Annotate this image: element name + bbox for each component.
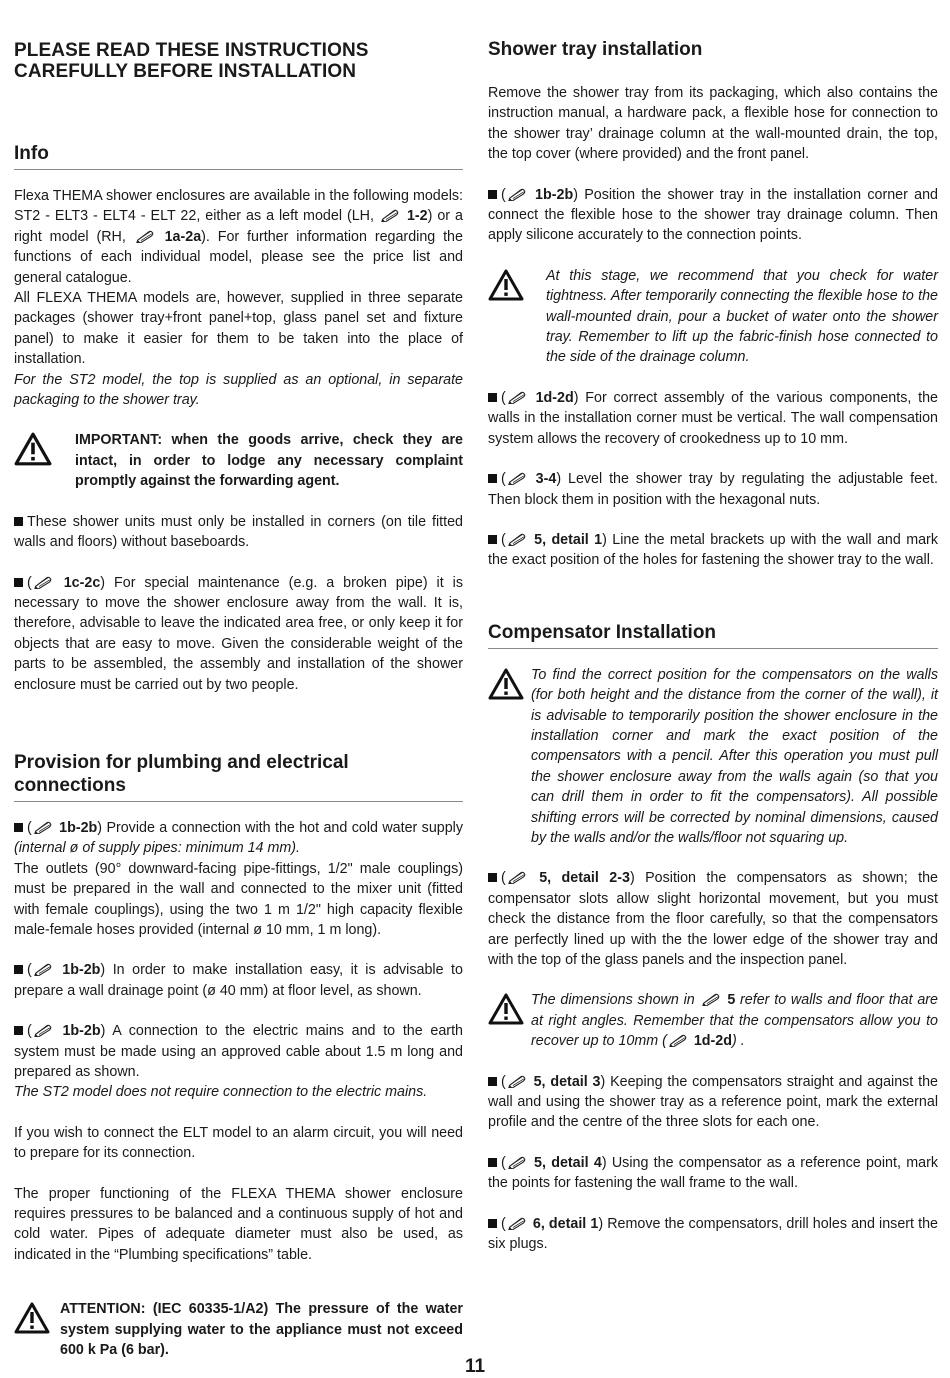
warning-triangle-icon	[488, 667, 524, 701]
water-tightness-warning: At this stage, we recommend that you check for water tightness. After temporarily connecting the flexible hose to the wall-mounted drain, pour a bucket of water onto the shower tray. Remember to lift up the fabric-finish hose connected to the side of the drainage column.	[488, 266, 938, 368]
list-item: ( 5, detail 3) Keeping the compensators straight and against the wall and using the shower tray as a reference point, mark the external profile and the centre of the three slots for each one.	[488, 1073, 938, 1131]
list-item: ( 1c-2c) For special maintenance (e.g. a broken pipe) it is necessary to move the shower enclosure away from the wall. It is, therefore, advisable to leave the indicated area free, or only keep it for objects that are easy to move. Given the considerable weight of the parts to be assembled, the assembly and installation of the shower enclosure must be carried out by two people.	[14, 574, 463, 693]
pencil-icon	[507, 188, 527, 201]
page-number: 11	[464, 1356, 486, 1377]
attention-warning: ATTENTION: (IEC 60335-1/A2) The pressure of the water system supplying water to the appliance must not exceed 600 k Pa (6 bar).	[14, 1299, 463, 1360]
bullet-square-icon	[14, 1026, 23, 1035]
pencil-icon	[33, 821, 53, 834]
page-title: PLEASE READ THESE INSTRUCTIONS CAREFULLY BEFORE INSTALLATION	[14, 40, 369, 82]
left-column	[14, 36, 463, 1360]
dimensions-warning: The dimensions shown in 5 refer to walls and floor that are at right angles. Remember that the compensators allow you to recover up to 10mm ( 1d-2d) .	[488, 990, 938, 1051]
warning-triangle-icon	[14, 432, 52, 466]
list-item: ( 1b-2b) Provide a connection with the hot and cold water supply (internal ø of supply pipes: minimum 14 mm).	[14, 819, 463, 857]
tray-heading: Shower tray installation	[488, 39, 703, 60]
list-item: ( 1b-2b) Position the shower tray in the installation corner and connect the flexible hose to the shower tray drainage column. Then apply silicone accurately to the connection points.	[488, 186, 938, 244]
pencil-icon	[507, 871, 527, 884]
pencil-icon	[135, 230, 155, 243]
list-item: ( 3-4) Level the shower tray by regulating the adjustable feet. Then block them in position with the hexagonal nuts.	[488, 471, 938, 508]
list-item: ( 5, detail 4) Using the compensator as a reference point, mark the points for fastening the wall frame to the wall.	[488, 1154, 938, 1192]
pencil-icon	[507, 1217, 527, 1230]
st2-electric-note: The ST2 model does not require connection to the electric mains.	[14, 1084, 428, 1101]
list-item: ( 5, detail 2-3) Position the compensators as shown; the compensator slots allow slight horizontal movement, but you must check the distance from the floor carefully, so that the compensators are perfectly lined up with the the lower edge of the shower tray and with the top of the glass panels and the inspection panel.	[488, 870, 938, 968]
list-item: ( 1b-2b) A connection to the electric mains and to the earth system must be made using an approved cable about 1.5 m long and prepared as shown.	[14, 1023, 463, 1080]
pencil-icon	[507, 1156, 527, 1169]
alarm-paragraph: If you wish to connect the ELT model to an alarm circuit, you will need to prepare for its connection.	[14, 1124, 463, 1162]
bullet-square-icon	[14, 965, 23, 974]
warning-triangle-icon	[488, 992, 524, 1026]
important-warning: IMPORTANT: when the goods arrive, check they are intact, in order to lodge any necessary complaint promptly against the forwarding agent.	[14, 430, 463, 491]
bullet-square-icon	[488, 190, 497, 199]
pencil-icon	[507, 533, 527, 546]
tray-intro-paragraph: Remove the shower tray from its packaging, which also contains the instruction manual, a hardware pack, a flexible hose for connection to the shower tray’ drainage column at the wall-mounted drain, the top, the top cover (where provided) and the front panel.	[488, 85, 938, 163]
warning-triangle-icon	[488, 268, 524, 302]
pencil-icon	[701, 993, 721, 1006]
bullet-square-icon	[488, 474, 497, 483]
compensator-position-warning: To find the correct position for the compensators on the walls (for both height and the distance from the corner of the wall), it is advisable to temporarily position the shower enclosure in the installation corner and mark the exact position of the compensators with a pencil. After this operation you must pull the shower enclosure away from the walls again (so that you can drill them in order to fit the compensators). All possible shifting errors will be corrected by nominal dimensions, caused by the walls and/or the walls/floor not squaring up.	[488, 665, 938, 849]
compensator-heading: Compensator Installation	[488, 621, 938, 649]
bullet-square-icon	[14, 823, 23, 832]
info-heading: Info	[14, 142, 463, 170]
pencil-icon	[507, 1075, 527, 1088]
outlets-paragraph: The outlets (90° downward-facing pipe-fittings, 1/2" male couplings) must be prepared in the wall and connected to the mixer unit (fitted with female couplings), using the two 1 m 1/2" high capacity flexible male-female hoses provided (internal ø 10 mm, 1 m long).	[14, 860, 463, 938]
info-paragraph: Flexa THEMA shower enclosures are available in the following models: ST2 - ELT3 - ELT4 - ELT 22, either as a left model (LH, 1-2) or a right model (RH, 1a-2a). For further information regarding the functions of each individual model, please see the price list and general catalogue.	[14, 188, 463, 286]
pencil-icon	[380, 209, 400, 222]
bullet-square-icon	[488, 535, 497, 544]
pencil-icon	[668, 1034, 688, 1047]
bullet-square-icon	[14, 517, 23, 526]
list-item: These shower units must only be installed in corners (on tile fitted walls and floors) without baseboards.	[14, 513, 463, 551]
bullet-square-icon	[488, 393, 497, 402]
list-item: ( 6, detail 1) Remove the compensators, drill holes and insert the six plugs.	[488, 1215, 938, 1253]
provision-heading: Provision for plumbing and electrical connections	[14, 751, 463, 802]
bullet-square-icon	[488, 1077, 497, 1086]
pencil-icon	[33, 576, 53, 589]
list-item: ( 1d-2d) For correct assembly of the various components, the walls in the installation corner must be vertical. The wall compensation system allows the recovery of crookedness up to 10 mm.	[488, 389, 938, 447]
right-column	[488, 36, 938, 1254]
pencil-icon	[507, 391, 527, 404]
warning-triangle-icon	[14, 1301, 50, 1335]
list-item: ( 5, detail 1) Line the metal brackets up with the wall and mark the exact position of the holes for fastening the shower tray to the wall.	[488, 531, 938, 569]
bullet-square-icon	[14, 578, 23, 587]
info-st2-paragraph: For the ST2 model, the top is supplied as an optional, in separate packaging to the shower tray.	[14, 371, 463, 409]
bullet-square-icon	[488, 1219, 497, 1228]
bullet-square-icon	[488, 873, 497, 882]
bullet-square-icon	[488, 1158, 497, 1167]
pencil-icon	[507, 472, 527, 485]
pressure-paragraph: The proper functioning of the FLEXA THEMA shower enclosure requires pressures to be balanced and a continuous supply of hot and cold water. Pipes of adequate diameter must also be used, as indicated in the “Plumbing specifications” table.	[14, 1185, 463, 1263]
pencil-icon	[33, 1024, 53, 1037]
pencil-icon	[33, 963, 53, 976]
info-packages-paragraph: All FLEXA THEMA models are, however, supplied in three separate packages (shower tray+front panel+top, glass panel set and fixture panel) to make it easier for them to be taken into the place of installation.	[14, 290, 463, 368]
list-item: ( 1b-2b) In order to make installation easy, it is advisable to prepare a wall drainage point (ø 40 mm) at floor level, as shown.	[14, 962, 463, 999]
